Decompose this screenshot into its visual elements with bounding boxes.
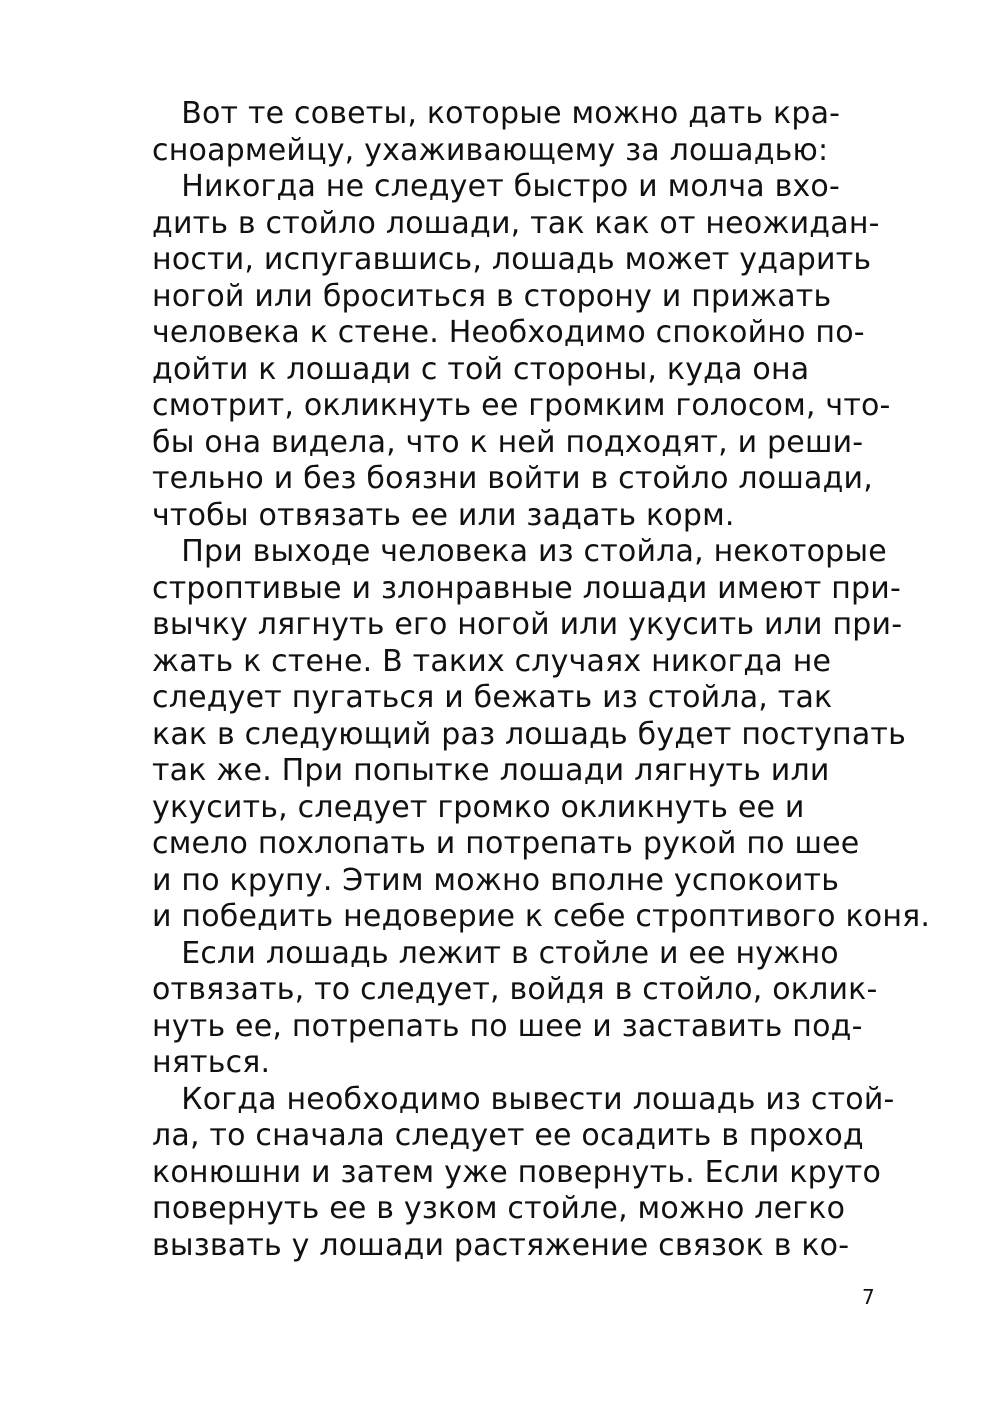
text-line: человека к стене. Необходимо спокойно по- — [152, 315, 865, 350]
text-line: и по крупу. Этим можно вполне успокоить — [152, 862, 840, 898]
text-line: тельно и без боязни войти в стойло лошади, — [152, 461, 873, 496]
text-line: смело похлопать и потрепать рукой по шее — [152, 826, 860, 861]
text-line: ла, то сначала следует ее осадить в проход — [152, 1118, 864, 1153]
text-line: укусить, следует громко окликнуть ее и — [152, 789, 805, 825]
text-line: нуть ее, потрепать по шее и заставить под- — [152, 1008, 863, 1044]
text-line: Когда необходимо вывести лошадь из стой- — [152, 1081, 895, 1117]
text-line: так же. При попытке лошади лягнуть или — [152, 753, 830, 788]
text-line: отвязать, то следует, войдя в стойло, оклик- — [152, 972, 878, 1007]
text-line: сноармейцу, ухаживающему за лошадью: — [152, 132, 829, 168]
text-line: чтобы отвязать ее или задать корм. — [152, 497, 735, 533]
text-line: следует пугаться и бежать из стойла, так — [152, 680, 833, 715]
text-line: смотрит, окликнуть ее громким голосом, что- — [152, 388, 891, 423]
text-line: няться. — [152, 1045, 271, 1080]
text-line: как в следующий раз лошадь будет поступать — [152, 716, 906, 752]
text-line: Вот те советы, которые можно дать кра- — [152, 96, 841, 131]
text-line: бы она видела, что к ней подходят, и реши- — [152, 424, 864, 460]
text-line: строптивые и злонравные лошади имеют при- — [152, 570, 902, 606]
text-line: дить в стойло лошади, так как от неожидан- — [152, 205, 880, 241]
text-line: вызвать у лошади растяжение связок в ко- — [152, 1227, 850, 1263]
text-line: жать к стене. В таких случаях никогда не — [152, 643, 832, 679]
text-line: дойти к лошади с той стороны, куда она — [152, 351, 810, 387]
text-line: Никогда не следует быстро и молча вхо- — [152, 169, 841, 204]
text-line: вычку лягнуть его ногой или укусить или при- — [152, 607, 903, 642]
text-line: и победить недоверие к себе строптивого коня. — [152, 899, 931, 934]
page-number: 7 — [862, 1285, 875, 1309]
text-line: ности, испугавшись, лошадь может ударить — [152, 242, 872, 277]
body-text — [152, 96, 931, 1264]
text-line: Если лошадь лежит в стойле и ее нужно — [152, 935, 839, 971]
text-line: При выходе человека из стойла, некоторые — [152, 534, 887, 569]
text-line: ногой или броситься в сторону и прижать — [152, 278, 832, 314]
text-line: повернуть ее в узком стойле, можно легко — [152, 1191, 846, 1226]
text-line: конюшни и затем уже повернуть. Если круто — [152, 1154, 882, 1190]
